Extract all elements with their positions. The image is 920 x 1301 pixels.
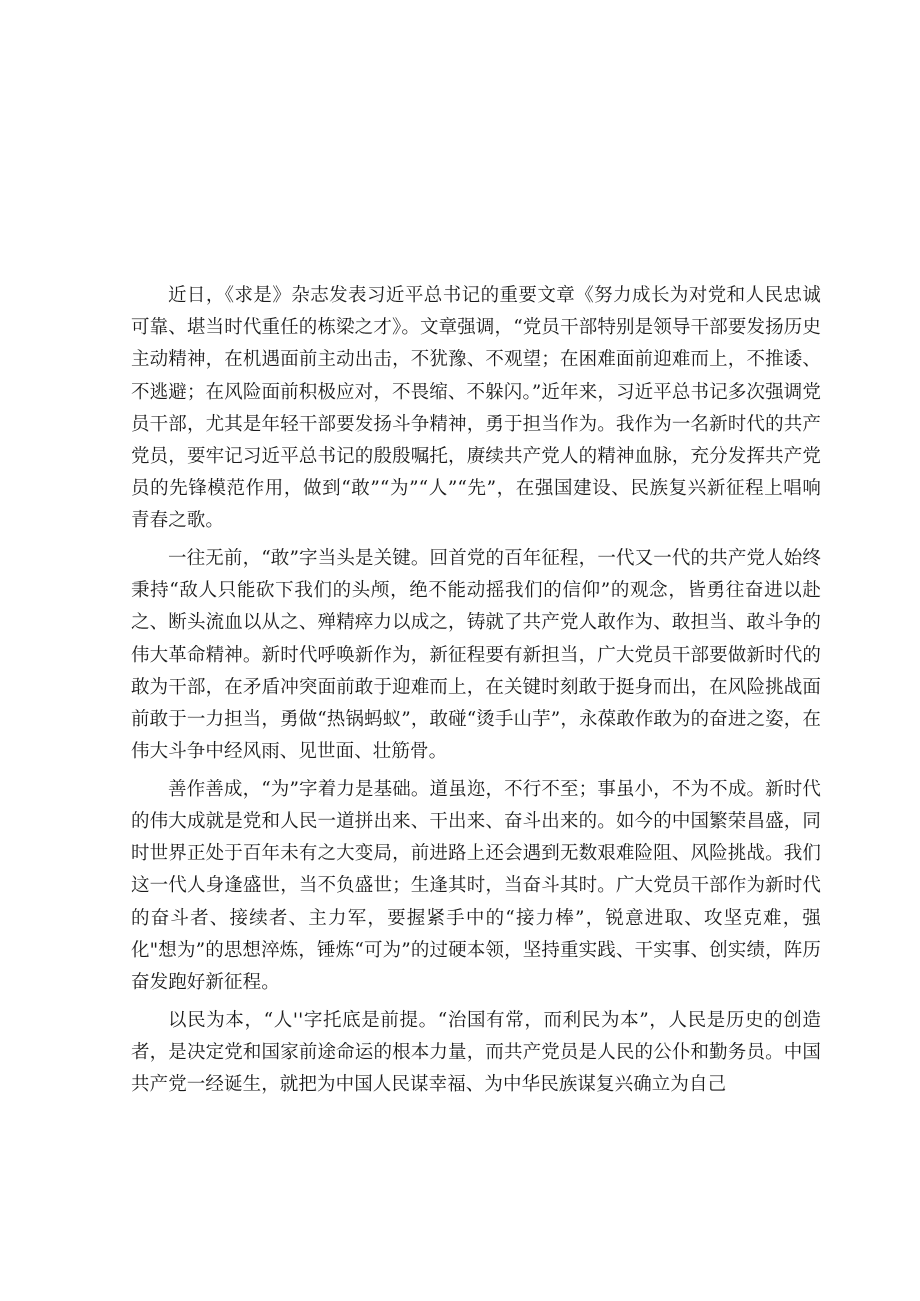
paragraph-gan: 一往无前，“敢”字当头是关键。回首党的百年征程，一代又一代的共产党人始终秉持“敌人只能砍下我们的头颅，绝不能动摇我们的信仰”的观念，皆勇往奋进以赴之、断头流血以从之、殚精瘁力以成之，铸就了共产党人敢作为、敢担当、敢斗争的伟大革命精神。新时代呼唤新作为，新征程要有新担当，广大党员干部要做新时代的敢为干部，在矛盾冲突面前敢于迎难而上，在关键时刻敢于挺身而出，在风险挑战面前敢于一力担当，勇做“热锅蚂蚁”，敢碰“烫手山芋”，永葆敢作敢为的奋进之姿，在伟大斗争中经风雨、见世面、壮筋骨。 [131, 548, 821, 763]
paragraph-intro: 近日，《求是》杂志发表习近平总书记的重要文章《努力成长为对党和人民忠诚可靠、堪当时代重任的栋梁之才》。文章强调，“党员干部特别是领导干部要发扬历史主动精神，在机遇面前主动出击，不犹豫、不观望；在困难面前迎难而上，不推诿、不逃避；在风险面前积极应对，不畏缩、不躲闪。”近年来，习近平总书记多次强调党员干部，尤其是年轻干部要发扬斗争精神，勇于担当作为。我作为一名新时代的共产党员，要牢记习近平总书记的殷殷嘱托，赓续共产党人的精神血脉，充分发挥共产党员的先锋模范作用，做到“敢”“为”“人”“先”，在强国建设、民族复兴新征程上唱响青春之歌。 [131, 285, 821, 532]
article-body [131, 280, 821, 1107]
paragraph-ren: 以民为本，“人''字托底是前提。“治国有常，而利民为本”，人民是历史的创造者，是决定党和国家前途命运的根本力量，而共产党员是人民的公仆和勤务员。中国共产党一经诞生，就把为中国人民谋幸福、为中华民族谋复兴确立为自己 [131, 1009, 821, 1096]
paragraph-wei: 善作善成，“为”字着力是基础。道虽迩，不行不至；事虽小，不为不成。新时代的伟大成就是党和人民一道拼出来、干出来、奋斗出来的。如今的中国繁荣昌盛，同时世界正处于百年未有之大变局，前进路上还会遇到无数艰难险阻、风险挑战。我们这一代人身逢盛世，当不负盛世；生逢其时，当奋斗其时。广大党员干部作为新时代的奋斗者、接续者、主力军，要握紧手中的“接力棒”，锐意进取、攻坚克难，强化"想为”的思想淬炼，锤炼“可为”的过硬本领，坚持重实践、干实事、创实绩，阵历奋发跑好新征程。 [131, 778, 821, 994]
